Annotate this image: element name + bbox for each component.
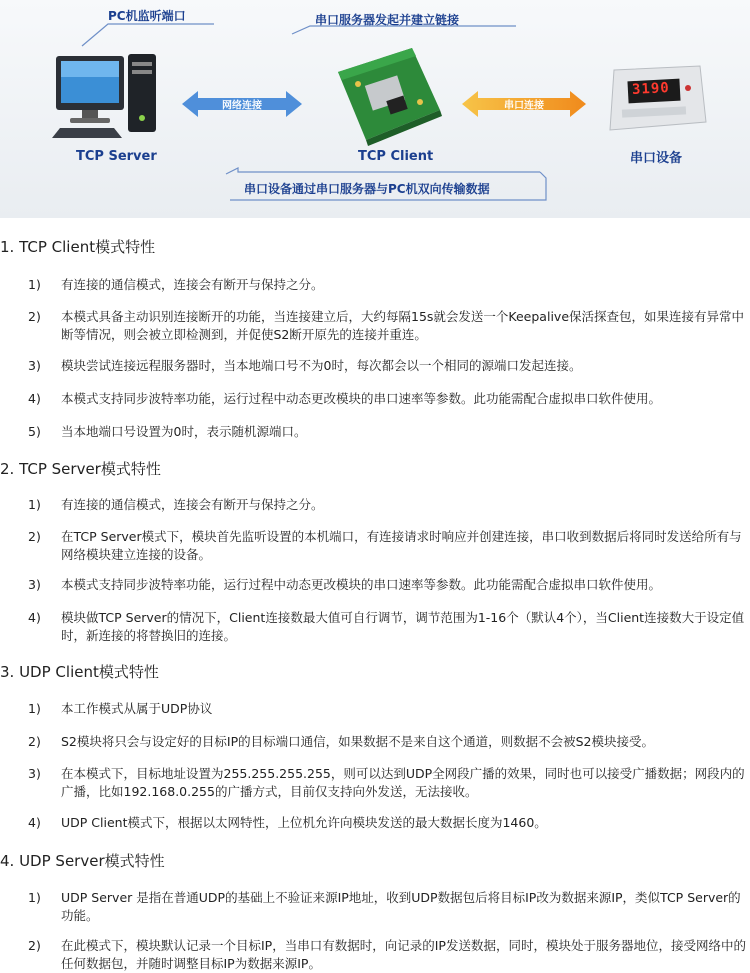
list-item: [28, 390, 746, 408]
item-text: UDP Server 是指在普通UDP的基础上不验证来源IP地址，收到UDP数据包后将目标IP改为数据来源IP，类似TCP Server的功能。: [61, 890, 741, 923]
item-number: 2): [28, 734, 41, 749]
item-number: 4): [28, 610, 41, 625]
item-text: UDP Client模式下，根据以太网特性，上位机允许向模块发送的最大数据长度为1460。: [61, 815, 547, 830]
item-text: 在本模式下，目标地址设置为255.255.255.255，则可以达到UDP全网段广播的效果，同时也可以接受广播数据；网段内的广播，比如192.168.0.255的广播方式，目前仅支持向外发送，无法接收。: [61, 766, 745, 799]
item-number: 2): [28, 529, 41, 544]
serial-connection-label: 串口连接: [504, 100, 544, 112]
item-number: 4): [28, 391, 41, 406]
item-number: 5): [28, 424, 41, 439]
item-text: 在TCP Server模式下，模块首先监听设置的本机端口，有连接请求时响应并创建连接，串口收到数据后将同时发送给所有与网络模块建立连接的设备。: [61, 529, 742, 562]
item-text: S2模块将只会与设定好的目标IP的目标端口通信，如果数据不是来自这个通道，则数据不会被S2模块接受。: [61, 734, 655, 749]
item-text: 本模式具备主动识别连接断开的功能，当连接建立后，大约每隔15s就会发送一个Keepalive保活探查包，如果连接有异常中断等情况，则会被立即检测到，并促使S2断开原先的连接并重连。: [61, 309, 745, 342]
tcp-client-caption: TCP Client: [358, 149, 434, 164]
list-item: [28, 423, 746, 441]
list-item: [28, 576, 746, 594]
item-number: 1): [28, 497, 41, 512]
item-number: 1): [28, 701, 41, 716]
item-text: 在此模式下，模块默认记录一个目标IP，当串口有数据时，向记录的IP发送数据，同时，模块处于服务器地位，接受网络中的任何数据包，并随时调整目标IP为数据来源IP。: [61, 938, 746, 971]
list-item: [28, 700, 746, 718]
list-item: [28, 765, 746, 801]
item-text: 本模式支持同步波特率功能，运行过程中动态更改模块的串口速率等参数。此功能需配合虚拟串口软件使用。: [61, 577, 662, 592]
document-body: [0, 218, 750, 971]
item-text: 有连接的通信模式，连接会有断开与保持之分。: [61, 277, 324, 292]
item-number: 1): [28, 890, 41, 905]
section-title-udp-client: 3. UDP Client模式特性: [0, 663, 159, 681]
section-title-udp-server: 4. UDP Server模式特性: [0, 852, 165, 870]
tcp-server-caption: TCP Server: [76, 149, 157, 164]
item-text: 模块尝试连接远程服务器时，当本地端口号不为0时，每次都会以一个相同的源端口发起连接。: [61, 358, 582, 373]
item-text: 模块做TCP Server的情况下，Client连接数最大值可自行调节，调节范围为1-16个（默认4个），当Client连接数大于设定值时，新连接的将替换旧的连接。: [61, 610, 745, 643]
item-text: 有连接的通信模式，连接会有断开与保持之分。: [61, 497, 324, 512]
serial-device-icon: [606, 64, 708, 136]
list-item: [28, 733, 746, 751]
item-number: 3): [28, 577, 41, 592]
topology-banner: [0, 0, 750, 218]
item-number: 2): [28, 309, 41, 324]
item-number: 1): [28, 277, 41, 292]
list-item: [28, 308, 746, 344]
pc-port-label: PC机监听端口: [108, 9, 186, 23]
link-title-underline: [290, 24, 520, 38]
network-connection-label: 网络连接: [222, 100, 262, 112]
tcp-client-module-icon: [328, 40, 448, 148]
item-text: 当本地端口号设置为0时，表示随机源端口。: [61, 424, 307, 439]
list-item: [28, 357, 746, 375]
pc-computer-icon: [52, 48, 162, 143]
section-title-tcp-client: 1. TCP Client模式特性: [0, 238, 156, 256]
item-number: 4): [28, 815, 41, 830]
item-text: 本模式支持同步波特率功能，运行过程中动态更改模块的串口速率等参数。此功能需配合虚拟串口软件使用。: [61, 391, 662, 406]
item-number: 3): [28, 766, 41, 781]
item-number: 2): [28, 938, 41, 953]
list-item: [28, 609, 746, 645]
list-item: [28, 814, 746, 832]
list-item: [28, 496, 746, 514]
list-item: [28, 528, 746, 564]
bottom-transfer-text: 串口设备通过串口服务器与PC机双向传输数据: [244, 182, 490, 196]
list-item: [28, 889, 746, 925]
device-display-readout: 3190: [631, 80, 671, 98]
serial-connection-arrow: [462, 91, 586, 117]
item-number: 3): [28, 358, 41, 373]
item-text: 本工作模式从属于UDP协议: [61, 701, 213, 716]
section-title-tcp-server: 2. TCP Server模式特性: [0, 460, 161, 478]
pc-label-bracket: [78, 20, 218, 50]
serial-device-caption: 串口设备: [630, 151, 683, 166]
list-item: [28, 276, 746, 294]
network-connection-arrow: [182, 91, 302, 117]
link-title: 串口服务器发起并建立链接: [315, 13, 460, 27]
list-item: [28, 937, 746, 973]
